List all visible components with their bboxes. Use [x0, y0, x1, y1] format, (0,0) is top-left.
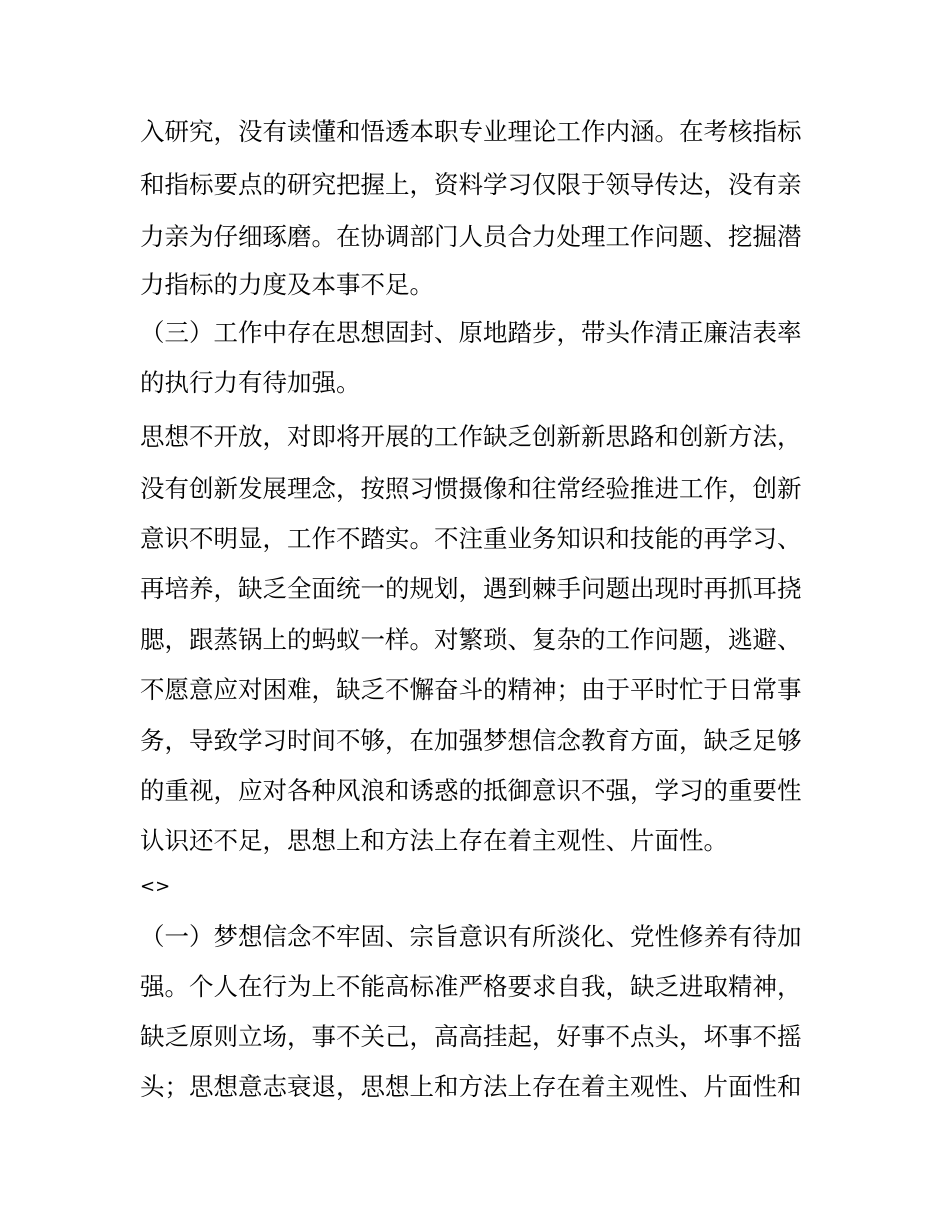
text-line: 务，导致学习时间不够，在加强梦想信念教育方面，缺乏足够	[140, 726, 802, 755]
section-heading: 的执行力有待加强。	[140, 368, 361, 397]
text-line: 腮，跟蒸锅上的蚂蚁一样。对繁琐、复杂的工作问题，逃避、	[140, 625, 802, 654]
text-line: 思想不开放，对即将开展的工作缺乏创新新思路和创新方法，	[140, 422, 802, 451]
text-line: 意识不明显，工作不踏实。不注重业务知识和技能的再学习、	[140, 524, 802, 553]
text-line: 缺乏原则立场，事不关己，高高挂起，好事不点头，坏事不摇	[140, 1022, 802, 1051]
placeholder-marker: <>	[140, 876, 171, 897]
text-line: 力指标的力度及本事不足。	[140, 270, 434, 299]
text-line: 头；思想意志衰退，思想上和方法上存在着主观性、片面性和	[140, 1072, 802, 1101]
text-line: 再培养，缺乏全面统一的规划，遇到棘手问题出现时再抓耳挠	[140, 574, 802, 603]
section-heading: （三）工作中存在思想固封、原地踏步，带头作清正廉洁表率	[140, 318, 802, 347]
text-line: 和指标要点的研究把握上，资料学习仅限于领导传达，没有亲	[140, 170, 802, 199]
text-line: 认识还不足，思想上和方法上存在着主观性、片面性。	[140, 826, 728, 855]
text-line: 强。个人在行为上不能高标准严格要求自我，缺乏进取精神，	[140, 972, 802, 1001]
section-heading: （一）梦想信念不牢固、宗旨意识有所淡化、党性修养有待加	[140, 922, 802, 951]
text-line: 的重视，应对各种风浪和诱惑的抵御意识不强，学习的重要性	[140, 776, 802, 805]
text-line: 没有创新发展理念，按照习惯摄像和往常经验推进工作，创新	[140, 474, 802, 503]
text-line: 不愿意应对困难，缺乏不懈奋斗的精神；由于平时忙于日常事	[140, 675, 802, 704]
text-line: 力亲为仔细琢磨。在协调部门人员合力处理工作问题、挖掘潜	[140, 222, 802, 251]
text-line: 入研究，没有读懂和悟透本职专业理论工作内涵。在考核指标	[140, 117, 802, 146]
